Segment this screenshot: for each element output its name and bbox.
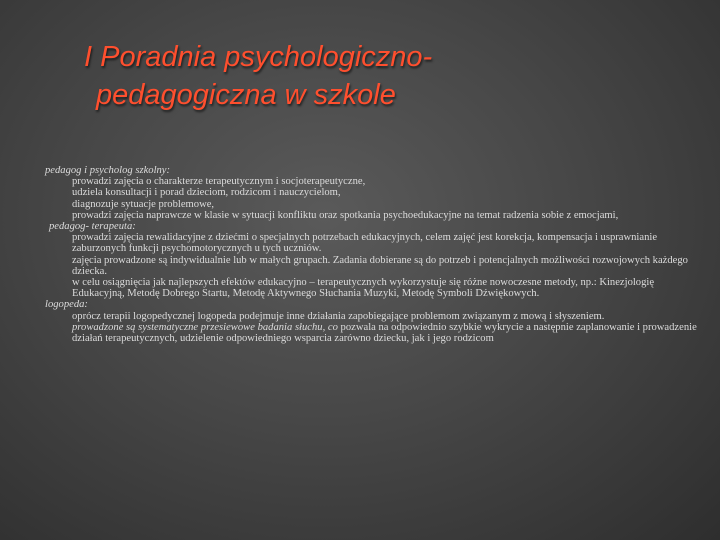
list-item-text: prowadzi zajęcia naprawcze w klasie w sytuacji konfliktu oraz spotkania psychoedukacyjne na temat radzenia sobie z emocjami, — [72, 209, 619, 221]
list-item — [45, 232, 705, 254]
list-item-text: diagnozuje sytuacje problemowe, — [72, 198, 215, 210]
slide-title-line-2: pedagogiczna w szkole — [96, 79, 396, 111]
list-item — [45, 210, 705, 221]
list-item-text: udziela konsultacji i porad dzieciom, rodzicom i nauczycielom, — [72, 187, 341, 199]
slide-body — [45, 165, 705, 344]
section-header-logopeda: logopeda: — [45, 299, 88, 311]
list-item — [45, 277, 705, 299]
list-item-text-rest: pozwala na odpowiednio szybkie wykrycie a następnie zaplanowanie i prowadzenie działań terapeutycznych, udzielenie odpowiedniego wsparcia zarówno dziecku, jak i jego rodzicom — [72, 321, 697, 345]
list-item-text: oprócz terapii logopedycznej logopeda podejmuje inne działania zapobiegające problemom związanym z mową i słyszeniem. — [72, 310, 605, 322]
list-item — [45, 311, 705, 322]
section-header-pedagog-psycholog: pedagog i psycholog szkolny: — [45, 165, 171, 176]
list-item-text-italic: prowadzone są systematyczne przesiewowe badania słuchu, co — [72, 321, 338, 333]
slide-title-line-1: I Poradnia psychologiczno- — [84, 41, 433, 73]
list-item — [45, 187, 705, 198]
list-item — [45, 255, 705, 277]
list-item — [45, 199, 705, 210]
list-item — [45, 176, 705, 187]
section-header-pedagog-terapeuta: pedagog- terapeuta: — [49, 221, 136, 233]
list-item — [45, 322, 705, 344]
list-item-text: prowadzi zajęcia o charakterze terapeutycznym i socjoterapeutyczne, — [72, 176, 366, 188]
list-item-text: zajęcia prowadzone są indywidualnie lub w małych grupach. Zadania dobierane są do potrzeb i potencjalnych możliwości rozwojowych każdego dziecka. — [72, 254, 688, 277]
list-item-text: w celu osiągnięcia jak najlepszych efektów edukacyjno – terapeutycznych wykorzystuje się różne nowoczesne metody, np.: Kinezjologię Edukacyjną, Metodę Dobrego Startu, Metodę Aktywnego Słuchania Muzyki, Metodę Symboli Dźwiękowych. — [72, 277, 655, 300]
list-item-text — [72, 322, 705, 344]
slide-title — [0, 38, 720, 114]
list-item-text: prowadzi zajęcia rewalidacyjne z dziećmi o specjalnych potrzebach edukacyjnych, celem zajęć jest korekcja, kompensacja i usprawnianie zaburzonych funkcji psychomotorycznych u tych uczniów. — [72, 232, 658, 255]
